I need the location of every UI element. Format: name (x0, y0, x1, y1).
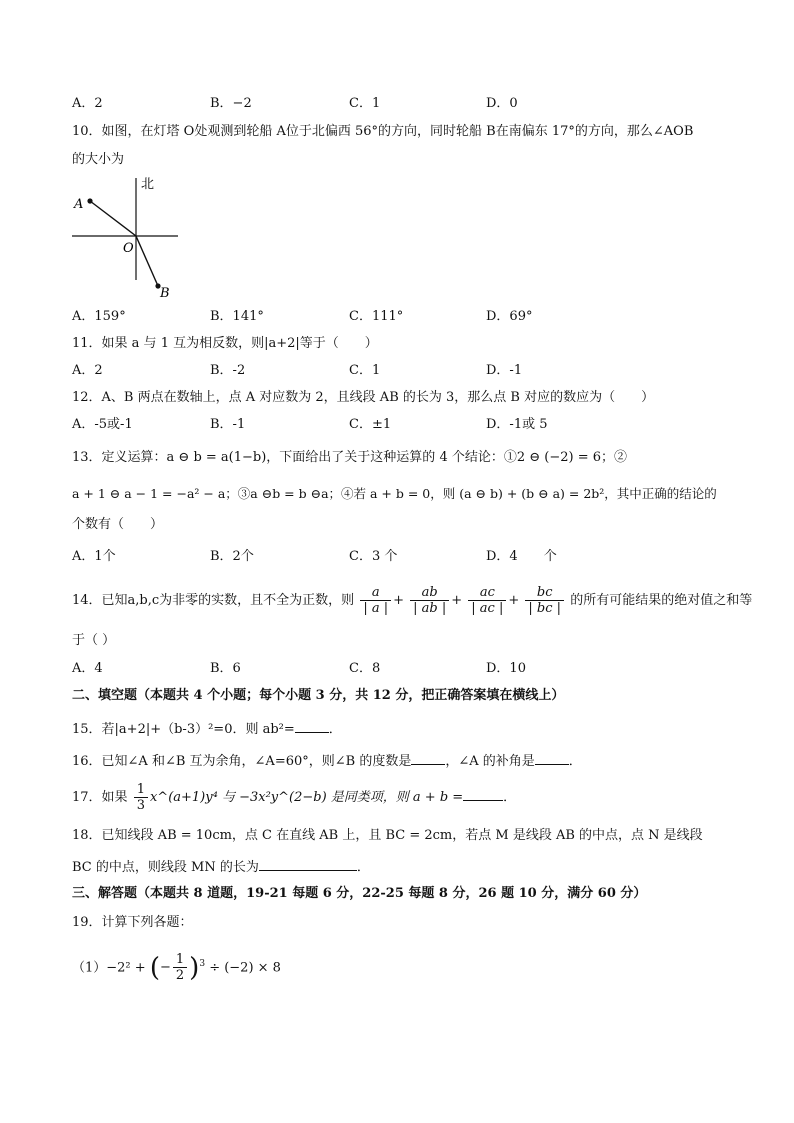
q18-period: ． (356, 860, 370, 875)
q10-stem-line1: 10．如图，在灯塔 O处观测到轮船 A位于北偏西 56°的方向，同时轮船 B在南偏东 17°的方向，那么∠AOB (72, 124, 694, 139)
section-3-heading: 三、解答题（本题共 8 道题，19-21 每题 6 分，22-25 每题 8 分，26 题 10 分，满分 60 分） (72, 886, 647, 901)
q9-option-d[interactable]: D．0 (486, 96, 518, 111)
q19-item-1-suffix: ÷ (−2) × 8 (209, 960, 281, 976)
q18-stem-line1: 18．已知线段 AB = 10cm，点 C 在直线 AB 上，且 BC = 2cm，若点 M 是线段 AB 的中点，点 N 是线段 (72, 828, 703, 843)
q12-options (72, 416, 722, 434)
q10-compass-figure (66, 172, 186, 302)
label-o: O (123, 241, 134, 256)
q14-stem-line2: 于（ ） (72, 633, 116, 648)
q13-option-c[interactable]: C．3 个 (349, 549, 398, 564)
q19-item-1-prefix: （1）−2² + (72, 960, 146, 976)
q18-text: BC 的中点，则线段 MN 的长为 (72, 860, 259, 875)
q14-option-a[interactable]: A．4 (72, 661, 103, 676)
q14-option-c[interactable]: C．8 (349, 661, 381, 676)
q9-option-b[interactable]: B．−2 (210, 96, 252, 111)
q17-text: 17．如果 (72, 790, 128, 805)
left-paren: ( (149, 952, 160, 983)
q14-option-d[interactable]: D．10 (486, 661, 526, 676)
q19-item-1 (72, 944, 281, 988)
q9-option-a[interactable]: A．2 (72, 96, 103, 111)
q11-option-b[interactable]: B．-2 (210, 363, 246, 378)
q9-option-c[interactable]: C．1 (349, 96, 381, 111)
q16-period: ． (568, 754, 582, 769)
q12-option-a[interactable]: A．-5或-1 (72, 417, 133, 432)
q17-period: ． (503, 790, 517, 805)
q16-text-1: 16．已知∠A 和∠B 互为余角，∠A=60°，则∠B 的度数是 (72, 754, 412, 769)
q14-option-b[interactable]: B．6 (210, 661, 241, 676)
q13-stem-line3: 个数有（ ） (72, 517, 164, 532)
label-b: B (160, 286, 170, 301)
section-2-heading: 二、填空题（本题共 4 个小题；每个小题 3 分，共 12 分，把正确答案填在横线上） (72, 688, 565, 703)
plus-sign: + (393, 593, 404, 608)
plus-sign: + (508, 593, 520, 608)
q13-options (72, 548, 722, 566)
q14-prefix: 14．已知a,b,c为非零的实数，且不全为正数，则 (72, 593, 355, 608)
q14-fraction-bc: $\frac{bc}{| bc |}$ (525, 585, 564, 616)
q13-option-b[interactable]: B．2个 (210, 549, 254, 564)
q13-stem-line1: 13．定义运算：a ⊖ b = a(1−b)，下面给出了关于这种运算的 4 个结论：①2 ⊖ (−2) = 6；② (72, 450, 628, 465)
q11-stem: 11．如果 a 与 1 互为相反数，则|a+2|等于（ ） (72, 336, 378, 351)
q16-text-2: ，∠A 的补角是 (445, 754, 535, 769)
q14-fraction-ab: $\frac{ab}{| ab |}$ (410, 585, 449, 616)
q16-answer-blank-2[interactable] (535, 751, 569, 765)
q16-stem (72, 751, 582, 771)
label-a: A (74, 197, 84, 212)
q12-option-d[interactable]: D．-1或 5 (486, 417, 548, 432)
q10-stem-line2: 的大小为 (72, 152, 125, 167)
q14-suffix: 的所有可能结果的绝对值之和等 (570, 593, 753, 608)
ray-oa (90, 201, 136, 236)
north-label: 北 (141, 177, 155, 192)
q10-option-c[interactable]: C．111° (349, 309, 404, 324)
q11-option-a[interactable]: A．2 (72, 363, 103, 378)
q19-fraction: $\frac{1}{2}$ (173, 952, 187, 983)
q18-answer-blank[interactable] (259, 857, 357, 871)
q15-answer-blank[interactable] (295, 719, 329, 733)
q10-option-b[interactable]: B．141° (210, 309, 264, 324)
q14-fraction-a: $\frac{a}{| a |}$ (360, 585, 391, 616)
q13-option-d[interactable]: D．4 个 (486, 549, 557, 564)
q12-option-c[interactable]: C．±1 (349, 417, 392, 432)
q11-option-d[interactable]: D．-1 (486, 363, 523, 378)
q11-options (72, 362, 722, 380)
q16-answer-blank-1[interactable] (411, 751, 445, 765)
q13-option-a[interactable]: A．1个 (72, 549, 116, 564)
q10-option-a[interactable]: A．159° (72, 309, 126, 324)
q12-option-b[interactable]: B．-1 (210, 417, 246, 432)
q17-expression: x^(a+1)y⁴ 与 −3x²y^(2−b) 是同类项，则 a + b = (149, 790, 464, 805)
q11-option-c[interactable]: C．1 (349, 363, 381, 378)
q10-options (72, 308, 722, 326)
q19-stem: 19．计算下列各题： (72, 915, 193, 930)
q13-stem-line2: a + 1 ⊖ a − 1 = −a² − a；③a ⊖b = b ⊖a；④若 a + b = 0，则 (a ⊖ b) + (b ⊖ a) = 2b²，其中正确的结论的 (72, 486, 717, 501)
point-a (87, 198, 92, 203)
q12-stem: 12．A、B 两点在数轴上，点 A 对应数为 2，且线段 AB 的长为 3，那么点 B 对应的数应为（ ） (72, 390, 655, 405)
right-paren: ) (189, 952, 200, 983)
q9-options (72, 95, 722, 113)
q14-options (72, 660, 722, 678)
q10-option-d[interactable]: D．69° (486, 309, 533, 324)
ray-ob (136, 236, 158, 286)
minus-sign: − (159, 959, 171, 975)
q17-answer-blank[interactable] (463, 787, 503, 801)
q14-fraction-ac: $\frac{ac}{| ac |}$ (468, 585, 506, 616)
q15-text: 15．若|a+2|+（b-3）²=0．则 ab²= (72, 722, 295, 737)
q17-stem (72, 780, 516, 816)
q15-period: ． (328, 722, 342, 737)
exponent-3: 3 (199, 959, 206, 969)
plus-sign: + (451, 593, 463, 608)
q17-fraction: $\frac{1}{3}$ (134, 782, 148, 813)
q14-stem-line1 (72, 582, 752, 620)
q18-stem-line2 (72, 857, 370, 877)
q15-stem (72, 719, 342, 739)
